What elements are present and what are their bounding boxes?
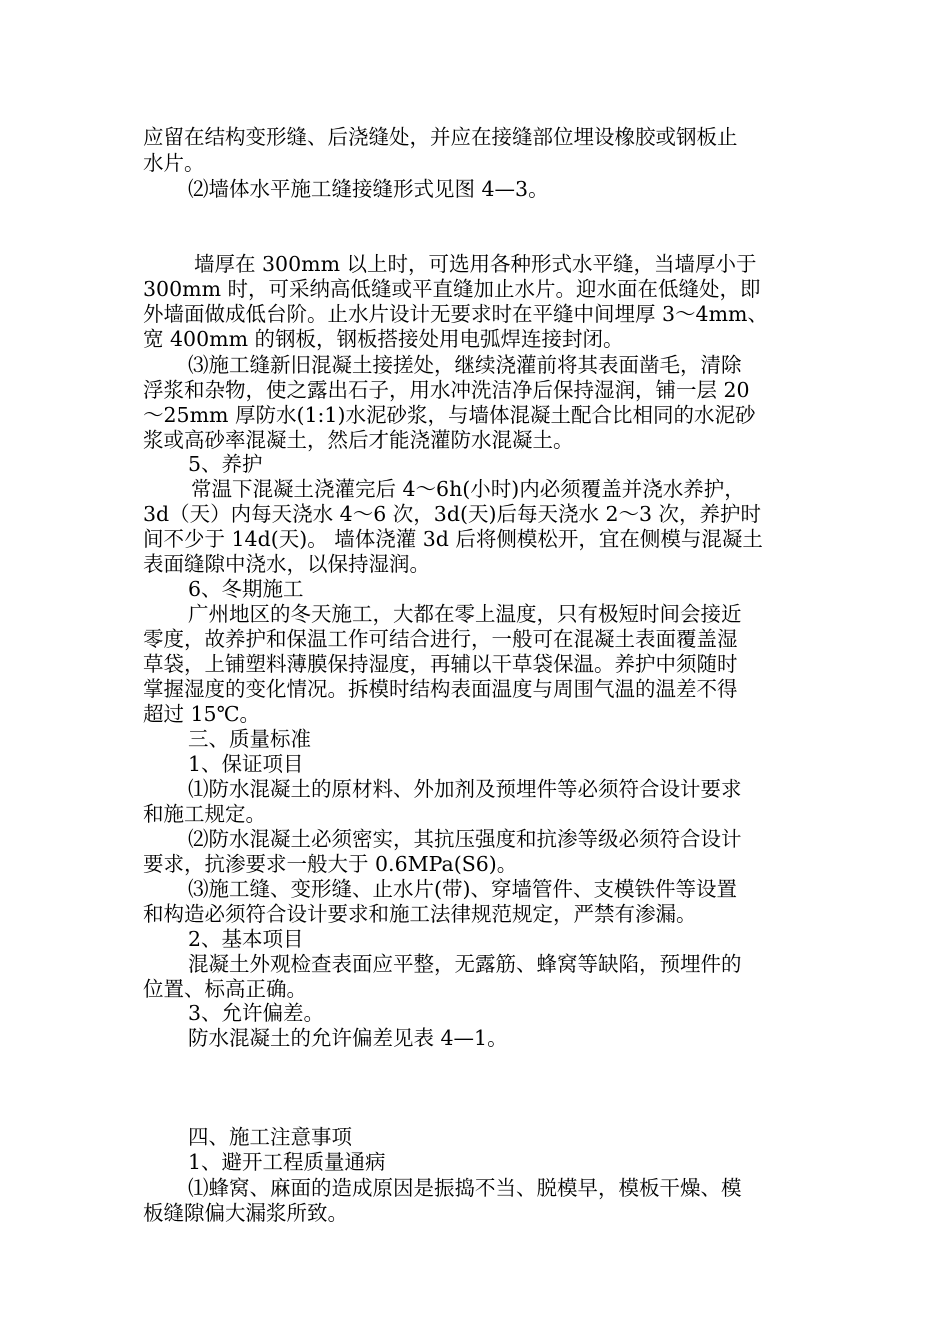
paragraph-line: 表面缝隙中浇水，以保持湿润。 <box>143 552 430 576</box>
paragraph-line: ⑵墙体水平施工缝接缝形式见图 4—3。 <box>188 177 549 201</box>
paragraph-line: 混凝土外观检查表面应平整，无露筋、蜂窝等缺陷，预埋件的 <box>188 952 742 976</box>
paragraph-line: 间不少于 14d(天)。 墙体浇灌 3d 后将侧模松开，宜在侧模与混凝土 <box>143 527 763 551</box>
paragraph-line: ⑵防水混凝土必须密实，其抗压强度和抗渗等级必须符合设计 <box>188 827 742 851</box>
paragraph-line: 3d（天）内每天浇水 4～6 次，3d(天)后每天浇水 2～3 次，养护时 <box>143 502 762 526</box>
paragraph-line: 宽 400mm 的钢板，钢板搭接处用电弧焊连接封闭。 <box>143 327 624 351</box>
paragraph-line: 浆或高砂率混凝土，然后才能浇灌防水混凝土。 <box>143 428 574 452</box>
paragraph-line: 浮浆和杂物，使之露出石子，用水冲洗洁净后保持湿润，铺一层 20 <box>143 378 750 402</box>
paragraph-line: ⑶施工缝、变形缝、止水片(带)、穿墙管件、支模铁件等设置 <box>188 877 737 901</box>
paragraph-line: ⑴蜂窝、麻面的造成原因是振捣不当、脱模早，模板干燥、模 <box>188 1176 742 1200</box>
paragraph-line: 零度，故养护和保温工作可结合进行，一般可在混凝土表面覆盖湿 <box>143 627 738 651</box>
paragraph-line: 要求，抗渗要求一般大于 0.6MPa(S6)。 <box>143 852 518 876</box>
paragraph-line: 广州地区的冬天施工，大都在零上温度，只有极短时间会接近 <box>188 602 742 626</box>
section-heading: 四、施工注意事项 <box>188 1125 352 1149</box>
section-heading: 1、保证项目 <box>188 752 304 776</box>
paragraph-line: 位置、标高正确。 <box>143 977 307 1001</box>
paragraph-line: 应留在结构变形缝、后浇缝处，并应在接缝部位埋设橡胶或钢板止 <box>143 125 738 149</box>
paragraph-line: ⑶施工缝新旧混凝土接搓处，继续浇灌前将其表面凿毛，清除 <box>188 353 742 377</box>
section-heading: 三、质量标准 <box>188 727 311 751</box>
paragraph-line: 水片。 <box>143 151 205 175</box>
section-heading: 1、避开工程质量通病 <box>188 1150 386 1174</box>
paragraph-line: 墙厚在 300mm 以上时，可选用各种形式水平缝，当墙厚小于 <box>194 252 757 276</box>
paragraph-line: ⑴防水混凝土的原材料、外加剂及预埋件等必须符合设计要求 <box>188 777 742 801</box>
paragraph-line: 草袋，上铺塑料薄膜保持湿度，再辅以干草袋保温。养护中须随时 <box>143 652 738 676</box>
section-heading: 6、冬期施工 <box>188 577 304 601</box>
paragraph-line: 掌握湿度的变化情况。拆模时结构表面温度与周围气温的温差不得 <box>143 677 738 701</box>
section-heading: 3、允许偏差。 <box>188 1001 325 1025</box>
paragraph-line: 和施工规定。 <box>143 802 266 826</box>
section-heading: 2、基本项目 <box>188 927 304 951</box>
paragraph-line: 常温下混凝土浇灌完后 4～6h(小时)内必须覆盖并浇水养护， <box>191 477 745 501</box>
paragraph-line: 超过 15℃。 <box>143 702 261 726</box>
paragraph-line: ～25mm 厚防水(1:1)水泥砂浆，与墙体混凝土配合比相同的水泥砂 <box>143 403 756 427</box>
section-heading: 5、养护 <box>188 452 263 476</box>
paragraph-line: 和构造必须符合设计要求和施工法律规范规定，严禁有渗漏。 <box>143 902 697 926</box>
paragraph-line: 板缝隙偏大漏浆所致。 <box>143 1201 348 1225</box>
paragraph-line: 300mm 时，可采纳高低缝或平直缝加止水片。迎水面在低缝处，即 <box>143 277 761 301</box>
paragraph-line: 防水混凝土的允许偏差见表 4—1。 <box>188 1026 508 1050</box>
paragraph-line: 外墙面做成低台阶。止水片设计无要求时在平缝中间埋厚 3～4mm、 <box>143 302 768 326</box>
